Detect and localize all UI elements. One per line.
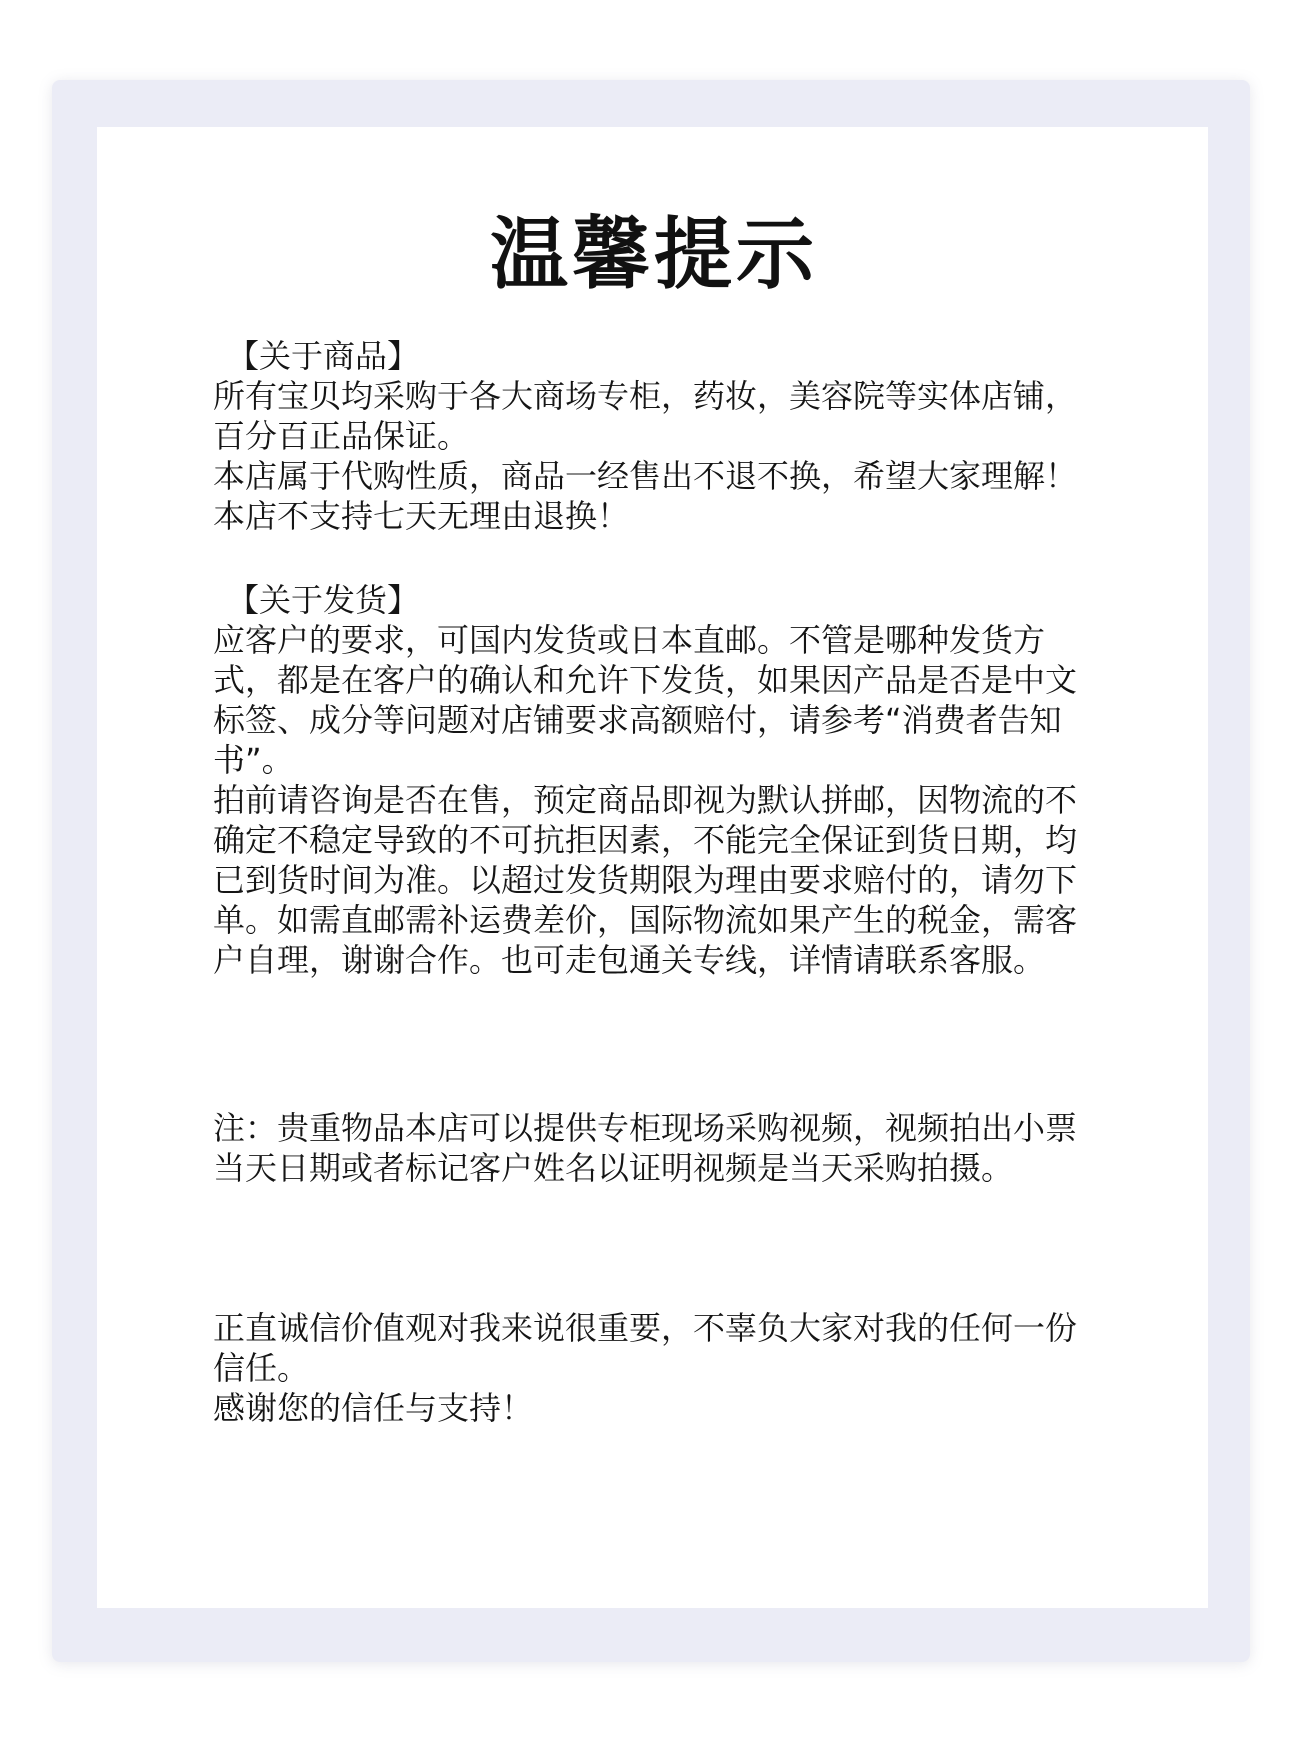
section-about-shipping: [213, 580, 1093, 1108]
notice-content: [213, 336, 1093, 1428]
paragraph: 拍前请咨询是否在售，预定商品即视为默认拼邮，因物流的不确定不稳定导致的不可抗拒因素，不能完全保证到货日期，均已到货时间为准。以超过发货期限为理由要求赔付的，请勿下单。如需直邮需补运费差价，国际物流如果产生的税金，需客户自理，谢谢合作。也可走包通关专线，详情请联系客服。: [213, 781, 1078, 979]
paragraph: 感谢您的信任与支持！: [213, 1389, 534, 1427]
section-about-goods: [213, 336, 1093, 580]
section-note: [213, 1108, 1093, 1308]
paragraph: 应客户的要求，可国内发货或日本直邮。不管是哪种发货方式，都是在客户的确认和允许下发货，如果因产品是否是中文标签、成分等问题对店铺要求高额赔付，请参考“消费者告知书”。: [213, 621, 1078, 779]
paragraph: 所有宝贝均采购于各大商场专柜，药妆，美容院等实体店铺，百分百正品保证。: [213, 377, 1078, 455]
section-heading: 【关于商品】: [227, 337, 420, 375]
paragraph: 本店属于代购性质，商品一经售出不退不换，希望大家理解！本店不支持七天无理由退换！: [213, 457, 1078, 535]
paragraph: 正直诚信价值观对我来说很重要，不辜负大家对我的任何一份信任。: [213, 1309, 1078, 1387]
section-heading: 【关于发货】: [227, 581, 420, 619]
section-closing: [213, 1308, 1093, 1428]
page-title: 温馨提示: [489, 210, 818, 300]
paragraph: 注：贵重物品本店可以提供专柜现场采购视频，视频拍出小票当天日期或者标记客户姓名以证明视频是当天采购拍摄。: [213, 1109, 1078, 1187]
